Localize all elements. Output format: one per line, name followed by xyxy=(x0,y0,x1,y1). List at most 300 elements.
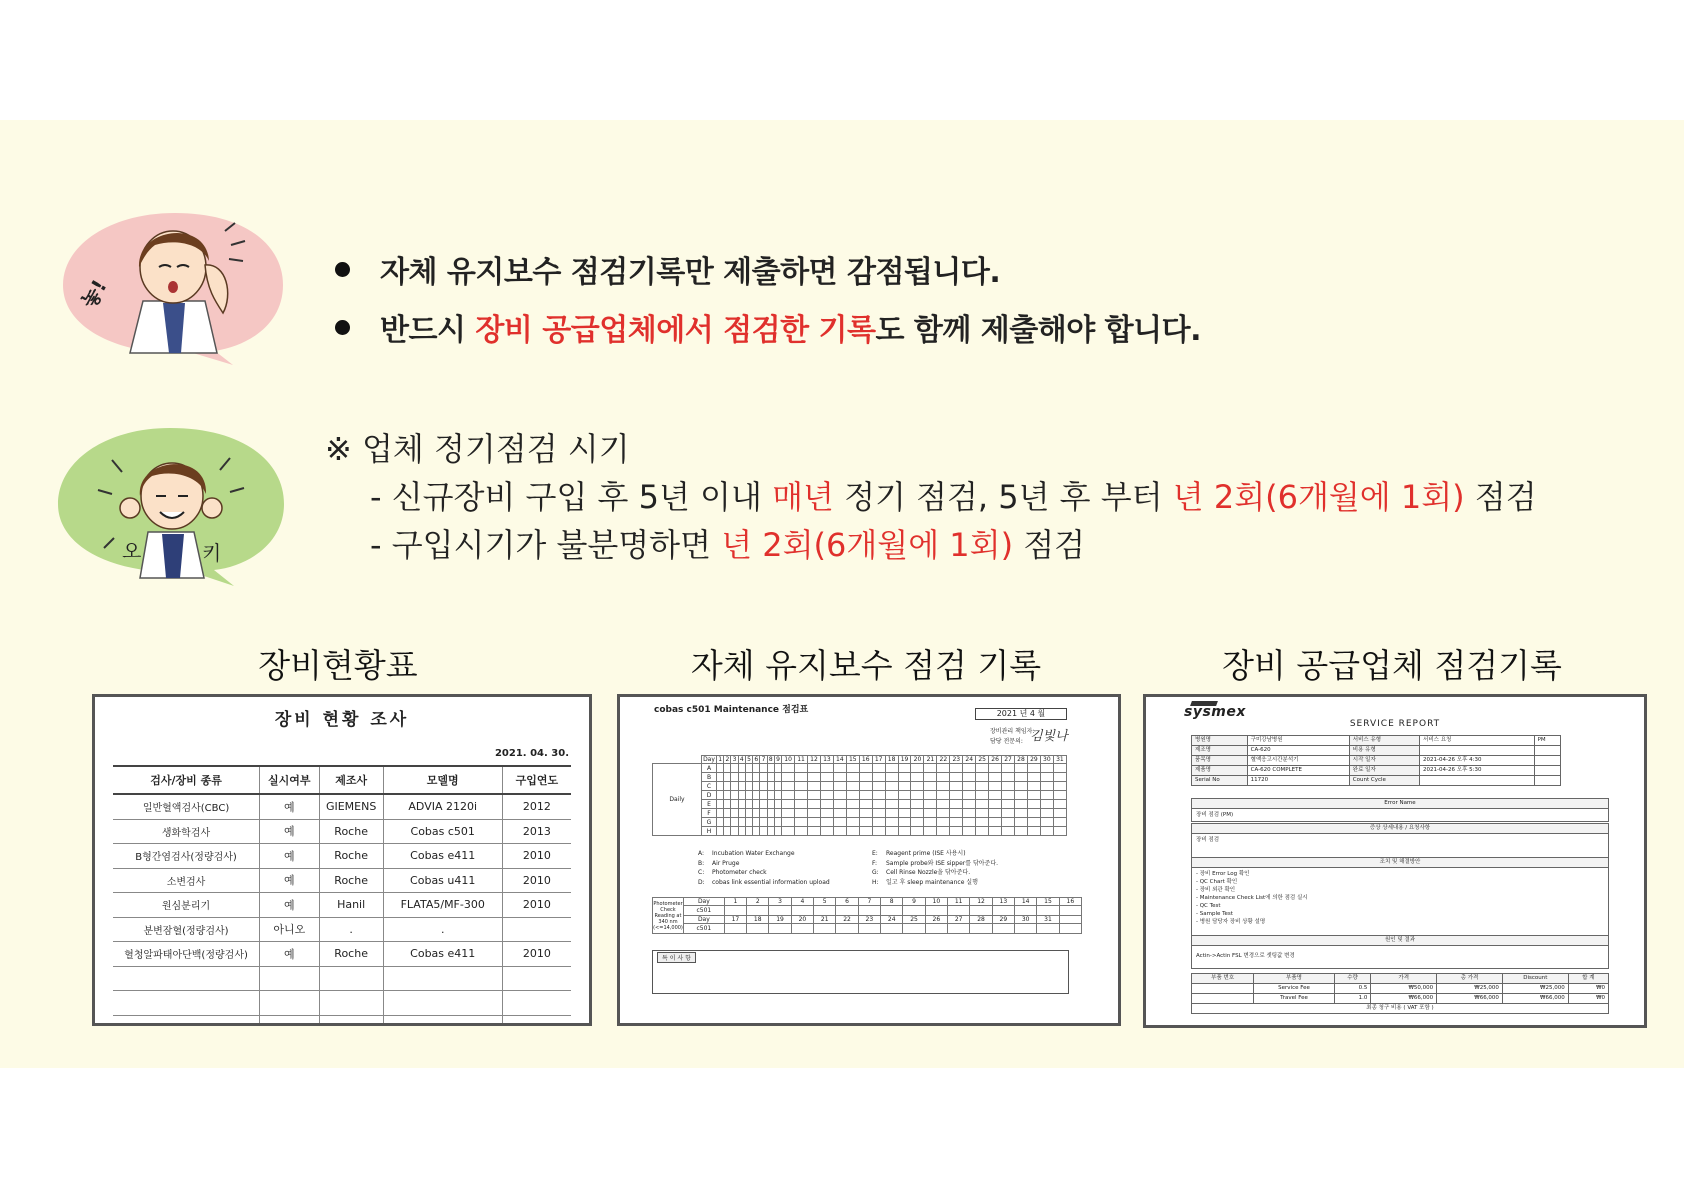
table-row xyxy=(113,893,571,918)
grid-check-cell xyxy=(717,809,724,818)
parts-cell: Service Fee xyxy=(1254,984,1334,994)
parts-header-cell: 가격 xyxy=(1371,974,1437,984)
service-info-cell: 제조명 xyxy=(1192,746,1248,756)
warning-bullets xyxy=(335,240,1201,356)
table-cell: 혈청알파태아단백(정량검사) xyxy=(113,942,260,967)
grid-day-number: 12 xyxy=(807,756,820,764)
photo-value-cell xyxy=(970,906,992,916)
grid-check-cell xyxy=(989,791,1002,800)
column-header: 검사/장비 종류 xyxy=(113,766,260,794)
section-heading: 원인 및 결과 xyxy=(1192,936,1608,946)
notice-text: 점검 xyxy=(1464,478,1537,516)
grid-check-cell xyxy=(731,782,738,791)
grid-check-cell xyxy=(859,809,872,818)
action-item: - 장비 외관 확인 xyxy=(1196,887,1236,893)
service-info-cell: CA-620 xyxy=(1247,746,1349,756)
legend-item xyxy=(872,868,998,878)
photo-day-number: 14 xyxy=(1015,898,1037,906)
service-info-cell: 서비스 요청 xyxy=(1420,736,1535,746)
grid-check-cell xyxy=(898,782,911,791)
grid-task-row xyxy=(653,782,1067,791)
grid-check-cell xyxy=(738,809,745,818)
legend-key: D: xyxy=(698,878,705,886)
grid-check-cell xyxy=(753,791,760,800)
grid-check-cell xyxy=(859,827,872,836)
grid-check-cell xyxy=(989,764,1002,773)
grid-day-number: 21 xyxy=(924,756,937,764)
table-cell: 예 xyxy=(260,844,320,869)
column-header: 모델명 xyxy=(383,766,502,794)
parts-header-cell: 총 가격 xyxy=(1437,974,1503,984)
parts-header-cell: 부품명 xyxy=(1254,974,1334,984)
legend-text: cobas link essential information upload xyxy=(712,878,830,886)
grid-check-cell xyxy=(872,782,885,791)
table-cell xyxy=(319,1015,383,1026)
notice-text: 정기 점검, 5년 후 부터 xyxy=(833,478,1173,516)
service-info-table xyxy=(1191,735,1561,786)
photo-day-number: 1 xyxy=(724,898,746,906)
grid-day-number: 18 xyxy=(885,756,898,764)
photometer-grid xyxy=(652,897,1082,934)
grid-check-cell xyxy=(1014,791,1027,800)
photo-day-number: 31 xyxy=(1037,916,1059,924)
grid-check-cell xyxy=(885,764,898,773)
grid-check-cell xyxy=(950,818,963,827)
grid-check-cell xyxy=(950,827,963,836)
character-bubble-ok xyxy=(52,420,292,590)
grid-check-cell xyxy=(859,782,872,791)
grid-check-cell xyxy=(859,818,872,827)
grid-day-number: 5 xyxy=(747,756,751,763)
photo-value-cell xyxy=(769,924,791,934)
parts-cell: 0.5 xyxy=(1334,984,1371,994)
action-section xyxy=(1191,857,1609,939)
table-cell: GIEMENS xyxy=(319,794,383,819)
service-info-row xyxy=(1192,746,1561,756)
grid-check-cell xyxy=(963,827,976,836)
table-row xyxy=(113,819,571,844)
grid-check-cell xyxy=(989,782,1002,791)
table-cell xyxy=(113,966,260,991)
grid-check-cell xyxy=(1014,809,1027,818)
grid-check-cell xyxy=(717,791,724,800)
grid-check-cell xyxy=(731,764,738,773)
grid-task-row xyxy=(653,773,1067,782)
grid-check-cell xyxy=(963,809,976,818)
grid-check-cell xyxy=(898,809,911,818)
grid-check-cell xyxy=(1027,773,1040,782)
remarks-label: 특 이 사 항 xyxy=(657,952,696,963)
grid-check-cell xyxy=(782,773,795,782)
grid-day-number: 14 xyxy=(833,756,846,764)
grid-check-cell xyxy=(898,827,911,836)
photo-value-cell xyxy=(903,906,925,916)
grid-check-cell xyxy=(1002,773,1015,782)
grid-check-cell xyxy=(1027,764,1040,773)
grid-check-cell xyxy=(717,782,724,791)
grid-check-cell xyxy=(1053,800,1066,809)
service-info-cell xyxy=(1420,776,1535,786)
photo-value-cell xyxy=(769,906,791,916)
grid-check-cell xyxy=(924,809,937,818)
grid-check-cell xyxy=(731,827,738,836)
grid-check-cell xyxy=(782,791,795,800)
service-info-cell: 품목명 xyxy=(1192,756,1248,766)
grid-check-cell xyxy=(924,791,937,800)
grid-check-cell xyxy=(753,764,760,773)
grid-check-cell xyxy=(760,818,767,827)
grid-check-cell xyxy=(724,827,731,836)
photo-day-number: 11 xyxy=(948,898,970,906)
grid-day-number: 1 xyxy=(718,756,723,763)
equipment-table xyxy=(113,765,571,1026)
service-info-row xyxy=(1192,756,1561,766)
table-cell: 2010 xyxy=(502,942,571,967)
parts-header-cell: 합 계 xyxy=(1568,974,1608,984)
grid-day-number: 23 xyxy=(950,756,963,764)
grid-check-cell xyxy=(976,827,989,836)
table-cell: Cobas c501 xyxy=(383,819,502,844)
photo-value-cell xyxy=(1037,906,1059,916)
photo-value-cell xyxy=(948,924,970,934)
parts-cell: ₩66,000 xyxy=(1437,994,1503,1004)
grid-check-cell xyxy=(963,800,976,809)
service-info-cell xyxy=(1534,746,1560,756)
doc-title: 장비 현황 조사 xyxy=(274,710,410,730)
grid-check-cell xyxy=(795,782,808,791)
table-cell: 2010 xyxy=(502,868,571,893)
legend-item xyxy=(872,849,998,859)
grid-check-cell xyxy=(833,827,846,836)
doctor-label: 담당 전문의: xyxy=(990,738,1023,745)
grid-check-cell xyxy=(833,800,846,809)
grid-check-cell xyxy=(872,827,885,836)
photo-day-row xyxy=(653,916,1082,924)
grid-check-cell xyxy=(924,827,937,836)
photo-day-number: 29 xyxy=(992,916,1014,924)
parts-total-row xyxy=(1192,1004,1609,1014)
photo-day-number: 6 xyxy=(836,898,858,906)
manager-labels xyxy=(990,727,1035,747)
grid-check-cell xyxy=(767,773,774,782)
grid-check-cell xyxy=(760,782,767,791)
grid-check-cell xyxy=(820,818,833,827)
parts-cell: 1.0 xyxy=(1334,994,1371,1004)
grid-task-letter: F xyxy=(702,809,717,818)
grid-check-cell xyxy=(1040,809,1053,818)
section-heading: 증상 상세내용 / 요청사항 xyxy=(1192,824,1608,834)
grid-check-cell xyxy=(774,827,781,836)
brand-logo-text: sysmex xyxy=(1184,704,1246,720)
grid-check-cell xyxy=(1053,809,1066,818)
grid-check-cell xyxy=(1014,782,1027,791)
grid-check-cell xyxy=(753,773,760,782)
photo-day-label: Day xyxy=(684,898,725,906)
grid-day-number: 29 xyxy=(1027,756,1040,764)
table-cell: 소변검사 xyxy=(113,868,260,893)
grid-check-cell xyxy=(774,800,781,809)
service-info-cell: Serial No xyxy=(1192,776,1248,786)
grid-check-cell xyxy=(963,764,976,773)
grid-check-cell xyxy=(753,818,760,827)
photo-day-number: 17 xyxy=(724,916,746,924)
photo-value-cell xyxy=(1015,924,1037,934)
report-title: SERVICE REPORT xyxy=(1349,719,1441,729)
grid-day-label: Day xyxy=(703,756,715,763)
grid-check-cell xyxy=(976,791,989,800)
photo-value-cell xyxy=(948,906,970,916)
grid-check-cell xyxy=(1014,818,1027,827)
grid-check-cell xyxy=(833,764,846,773)
photo-value-cell xyxy=(925,924,947,934)
grid-check-cell xyxy=(1002,782,1015,791)
grid-check-cell xyxy=(767,818,774,827)
grid-check-cell xyxy=(782,800,795,809)
table-cell: 예 xyxy=(260,868,320,893)
table-cell: 예 xyxy=(260,819,320,844)
service-info-row xyxy=(1192,776,1561,786)
table-cell xyxy=(319,966,383,991)
grid-check-cell xyxy=(774,818,781,827)
parts-cell: ₩66,000 xyxy=(1502,994,1568,1004)
grid-check-cell xyxy=(885,773,898,782)
section-body: 장비 점검 xyxy=(1196,837,1220,843)
grid-check-cell xyxy=(976,809,989,818)
grid-check-cell xyxy=(774,782,781,791)
table-cell: 예 xyxy=(260,893,320,918)
grid-check-cell xyxy=(846,773,859,782)
notice-highlight: 년 2회(6개월에 1회) xyxy=(1172,478,1465,516)
photo-day-number: 8 xyxy=(881,898,903,906)
grid-check-cell xyxy=(885,809,898,818)
table-row xyxy=(113,1015,571,1026)
grid-check-cell xyxy=(807,782,820,791)
table-cell: 2013 xyxy=(502,819,571,844)
service-info-row xyxy=(1192,766,1561,776)
grid-check-cell xyxy=(885,827,898,836)
parts-table xyxy=(1191,973,1609,1014)
service-info-cell: 시작 일자 xyxy=(1349,756,1419,766)
grid-check-cell xyxy=(846,818,859,827)
photo-day-number: 7 xyxy=(858,898,880,906)
service-info-cell: 구미강남병원 xyxy=(1247,736,1349,746)
table-cell xyxy=(383,991,502,1016)
column-header: 제조사 xyxy=(319,766,383,794)
grid-day-number: 22 xyxy=(937,756,950,764)
grid-check-cell xyxy=(833,818,846,827)
grid-check-cell xyxy=(1014,764,1027,773)
grid-day-number: 31 xyxy=(1053,756,1066,764)
photo-value-cell xyxy=(1059,906,1081,916)
legend-key: G: xyxy=(872,869,879,876)
photo-day-number: 18 xyxy=(747,916,769,924)
table-cell xyxy=(383,1015,502,1026)
grid-task-letter: E xyxy=(702,800,717,809)
grid-check-cell xyxy=(937,818,950,827)
doc-date: 2021. 04. 30. xyxy=(494,748,569,759)
service-info-cell xyxy=(1534,776,1560,786)
grid-check-cell xyxy=(1053,791,1066,800)
grid-check-cell xyxy=(760,800,767,809)
photo-value-row xyxy=(653,924,1082,934)
grid-check-cell xyxy=(963,773,976,782)
table-cell xyxy=(502,1015,571,1026)
photo-day-number: 16 xyxy=(1059,898,1081,906)
grid-check-cell xyxy=(950,764,963,773)
grid-task-letter: G xyxy=(702,818,717,827)
equipment-status-document xyxy=(92,694,592,1026)
legend-left xyxy=(698,849,830,887)
grid-check-cell xyxy=(937,809,950,818)
section-body: Actin->Actin FSL 변경으로 셋팅값 변경 xyxy=(1196,953,1295,959)
grid-task-row xyxy=(653,827,1067,836)
grid-day-number: 20 xyxy=(911,756,924,764)
grid-check-cell xyxy=(724,818,731,827)
grid-check-cell xyxy=(898,764,911,773)
grid-check-cell xyxy=(846,764,859,773)
total-label: 최종 청구 비용 ( VAT 포함 ) xyxy=(1192,1004,1609,1014)
photo-value-cell xyxy=(970,924,992,934)
grid-check-cell xyxy=(767,782,774,791)
grid-check-cell xyxy=(795,764,808,773)
grid-check-cell xyxy=(1040,773,1053,782)
table-cell: Roche xyxy=(319,868,383,893)
parts-cell xyxy=(1192,994,1254,1004)
grid-check-cell xyxy=(738,791,745,800)
section-body: 장비 점검 (PM) xyxy=(1196,812,1234,818)
service-info-cell xyxy=(1420,746,1535,756)
grid-check-cell xyxy=(731,809,738,818)
grid-check-cell xyxy=(989,800,1002,809)
section-heading: Error Name xyxy=(1192,799,1608,809)
grid-check-cell xyxy=(924,818,937,827)
grid-task-letter: A xyxy=(702,764,717,773)
photo-day-row xyxy=(653,898,1082,906)
table-cell: 분변잠혈(정량검사) xyxy=(113,917,260,942)
grid-task-row xyxy=(653,809,1067,818)
legend-item xyxy=(698,868,830,878)
grid-check-cell xyxy=(1053,782,1066,791)
parts-cell: ₩66,000 xyxy=(1371,994,1437,1004)
legend-item xyxy=(872,859,998,869)
grid-check-cell xyxy=(833,791,846,800)
grid-check-cell xyxy=(976,782,989,791)
grid-check-cell xyxy=(937,800,950,809)
grid-day-number: 8 xyxy=(768,756,773,763)
grid-check-cell xyxy=(937,827,950,836)
grid-check-cell xyxy=(911,791,924,800)
grid-check-cell xyxy=(1040,800,1053,809)
grid-check-cell xyxy=(767,764,774,773)
action-item: - Sample Test xyxy=(1196,911,1233,917)
action-item: - 장비 Error Log 확인 xyxy=(1196,871,1250,877)
grid-check-cell xyxy=(795,773,808,782)
photo-day-number: 19 xyxy=(769,916,791,924)
grid-day-number: 28 xyxy=(1014,756,1027,764)
photo-value-cell xyxy=(791,906,813,916)
grid-check-cell xyxy=(885,791,898,800)
grid-task-letter: H xyxy=(702,827,717,836)
grid-check-cell xyxy=(724,782,731,791)
grid-task-row xyxy=(653,818,1067,827)
table-cell: Cobas e411 xyxy=(383,942,502,967)
legend-item xyxy=(698,859,830,869)
notice-line-2 xyxy=(325,521,1537,569)
photo-c501-label: c501 xyxy=(684,906,725,916)
notice-text: - 구입시기가 불분명하면 xyxy=(370,526,722,564)
grid-check-cell xyxy=(989,809,1002,818)
manager-label: 장비관리 책임자: xyxy=(990,728,1035,735)
grid-check-cell xyxy=(963,782,976,791)
grid-check-cell xyxy=(976,764,989,773)
grid-check-cell xyxy=(760,764,767,773)
service-info-cell: 2021-04-26 오후 5:30 xyxy=(1420,766,1535,776)
photo-day-number: 12 xyxy=(970,898,992,906)
table-cell: Roche xyxy=(319,942,383,967)
grid-check-cell xyxy=(760,773,767,782)
photo-c501-label: c501 xyxy=(684,924,725,934)
grid-check-cell xyxy=(833,782,846,791)
grid-check-cell xyxy=(745,773,752,782)
service-info-cell: Count Cycle xyxy=(1349,776,1419,786)
photo-value-cell xyxy=(836,906,858,916)
grid-check-cell xyxy=(1027,809,1040,818)
service-info-cell: 완료 일자 xyxy=(1349,766,1419,776)
grid-check-cell xyxy=(745,809,752,818)
legend-text: Reagent prime (ISE 사용시) xyxy=(886,850,966,857)
grid-check-cell xyxy=(846,791,859,800)
grid-check-cell xyxy=(976,818,989,827)
grid-check-cell xyxy=(833,773,846,782)
maintenance-record-document xyxy=(617,694,1121,1026)
grid-day-number: 26 xyxy=(989,756,1002,764)
parts-cell: ₩0 xyxy=(1568,984,1608,994)
photo-value-cell xyxy=(858,924,880,934)
table-cell: Cobas u411 xyxy=(383,868,502,893)
grid-check-cell xyxy=(1040,818,1053,827)
photo-day-label: Day xyxy=(684,916,725,924)
grid-check-cell xyxy=(924,782,937,791)
service-info-cell: 제품명 xyxy=(1192,766,1248,776)
grid-check-cell xyxy=(1002,791,1015,800)
grid-check-cell xyxy=(731,773,738,782)
bullet-dot-icon xyxy=(335,320,350,335)
table-cell xyxy=(113,991,260,1016)
bullet-text-2-highlight: 장비 공급업체에서 점검한 기록 xyxy=(475,313,876,348)
grid-day-number: 15 xyxy=(846,756,859,764)
grid-check-cell xyxy=(846,800,859,809)
table-cell: Hanil xyxy=(319,893,383,918)
grid-check-cell xyxy=(1027,827,1040,836)
grid-check-cell xyxy=(717,827,724,836)
grid-check-cell xyxy=(820,773,833,782)
grid-check-cell xyxy=(1040,764,1053,773)
grid-day-number: 9 xyxy=(776,756,780,763)
grid-check-cell xyxy=(767,809,774,818)
action-item: - Maintenance Check List에 의한 점검 실시 xyxy=(1196,895,1308,901)
photo-day-number: 3 xyxy=(769,898,791,906)
grid-check-cell xyxy=(1002,818,1015,827)
legend-text: Sample probe와 ISE sipper를 닦아준다. xyxy=(886,859,999,867)
grid-day-row xyxy=(653,756,1067,764)
service-info-cell: 비용 유형 xyxy=(1349,746,1419,756)
photo-day-number: 20 xyxy=(791,916,813,924)
grid-check-cell xyxy=(911,782,924,791)
grid-check-cell xyxy=(1014,827,1027,836)
notice-text: - 신규장비 구입 후 5년 이내 xyxy=(370,478,773,516)
grid-check-cell xyxy=(738,818,745,827)
service-info-cell: 혈액응고시간분석기 xyxy=(1247,756,1349,766)
